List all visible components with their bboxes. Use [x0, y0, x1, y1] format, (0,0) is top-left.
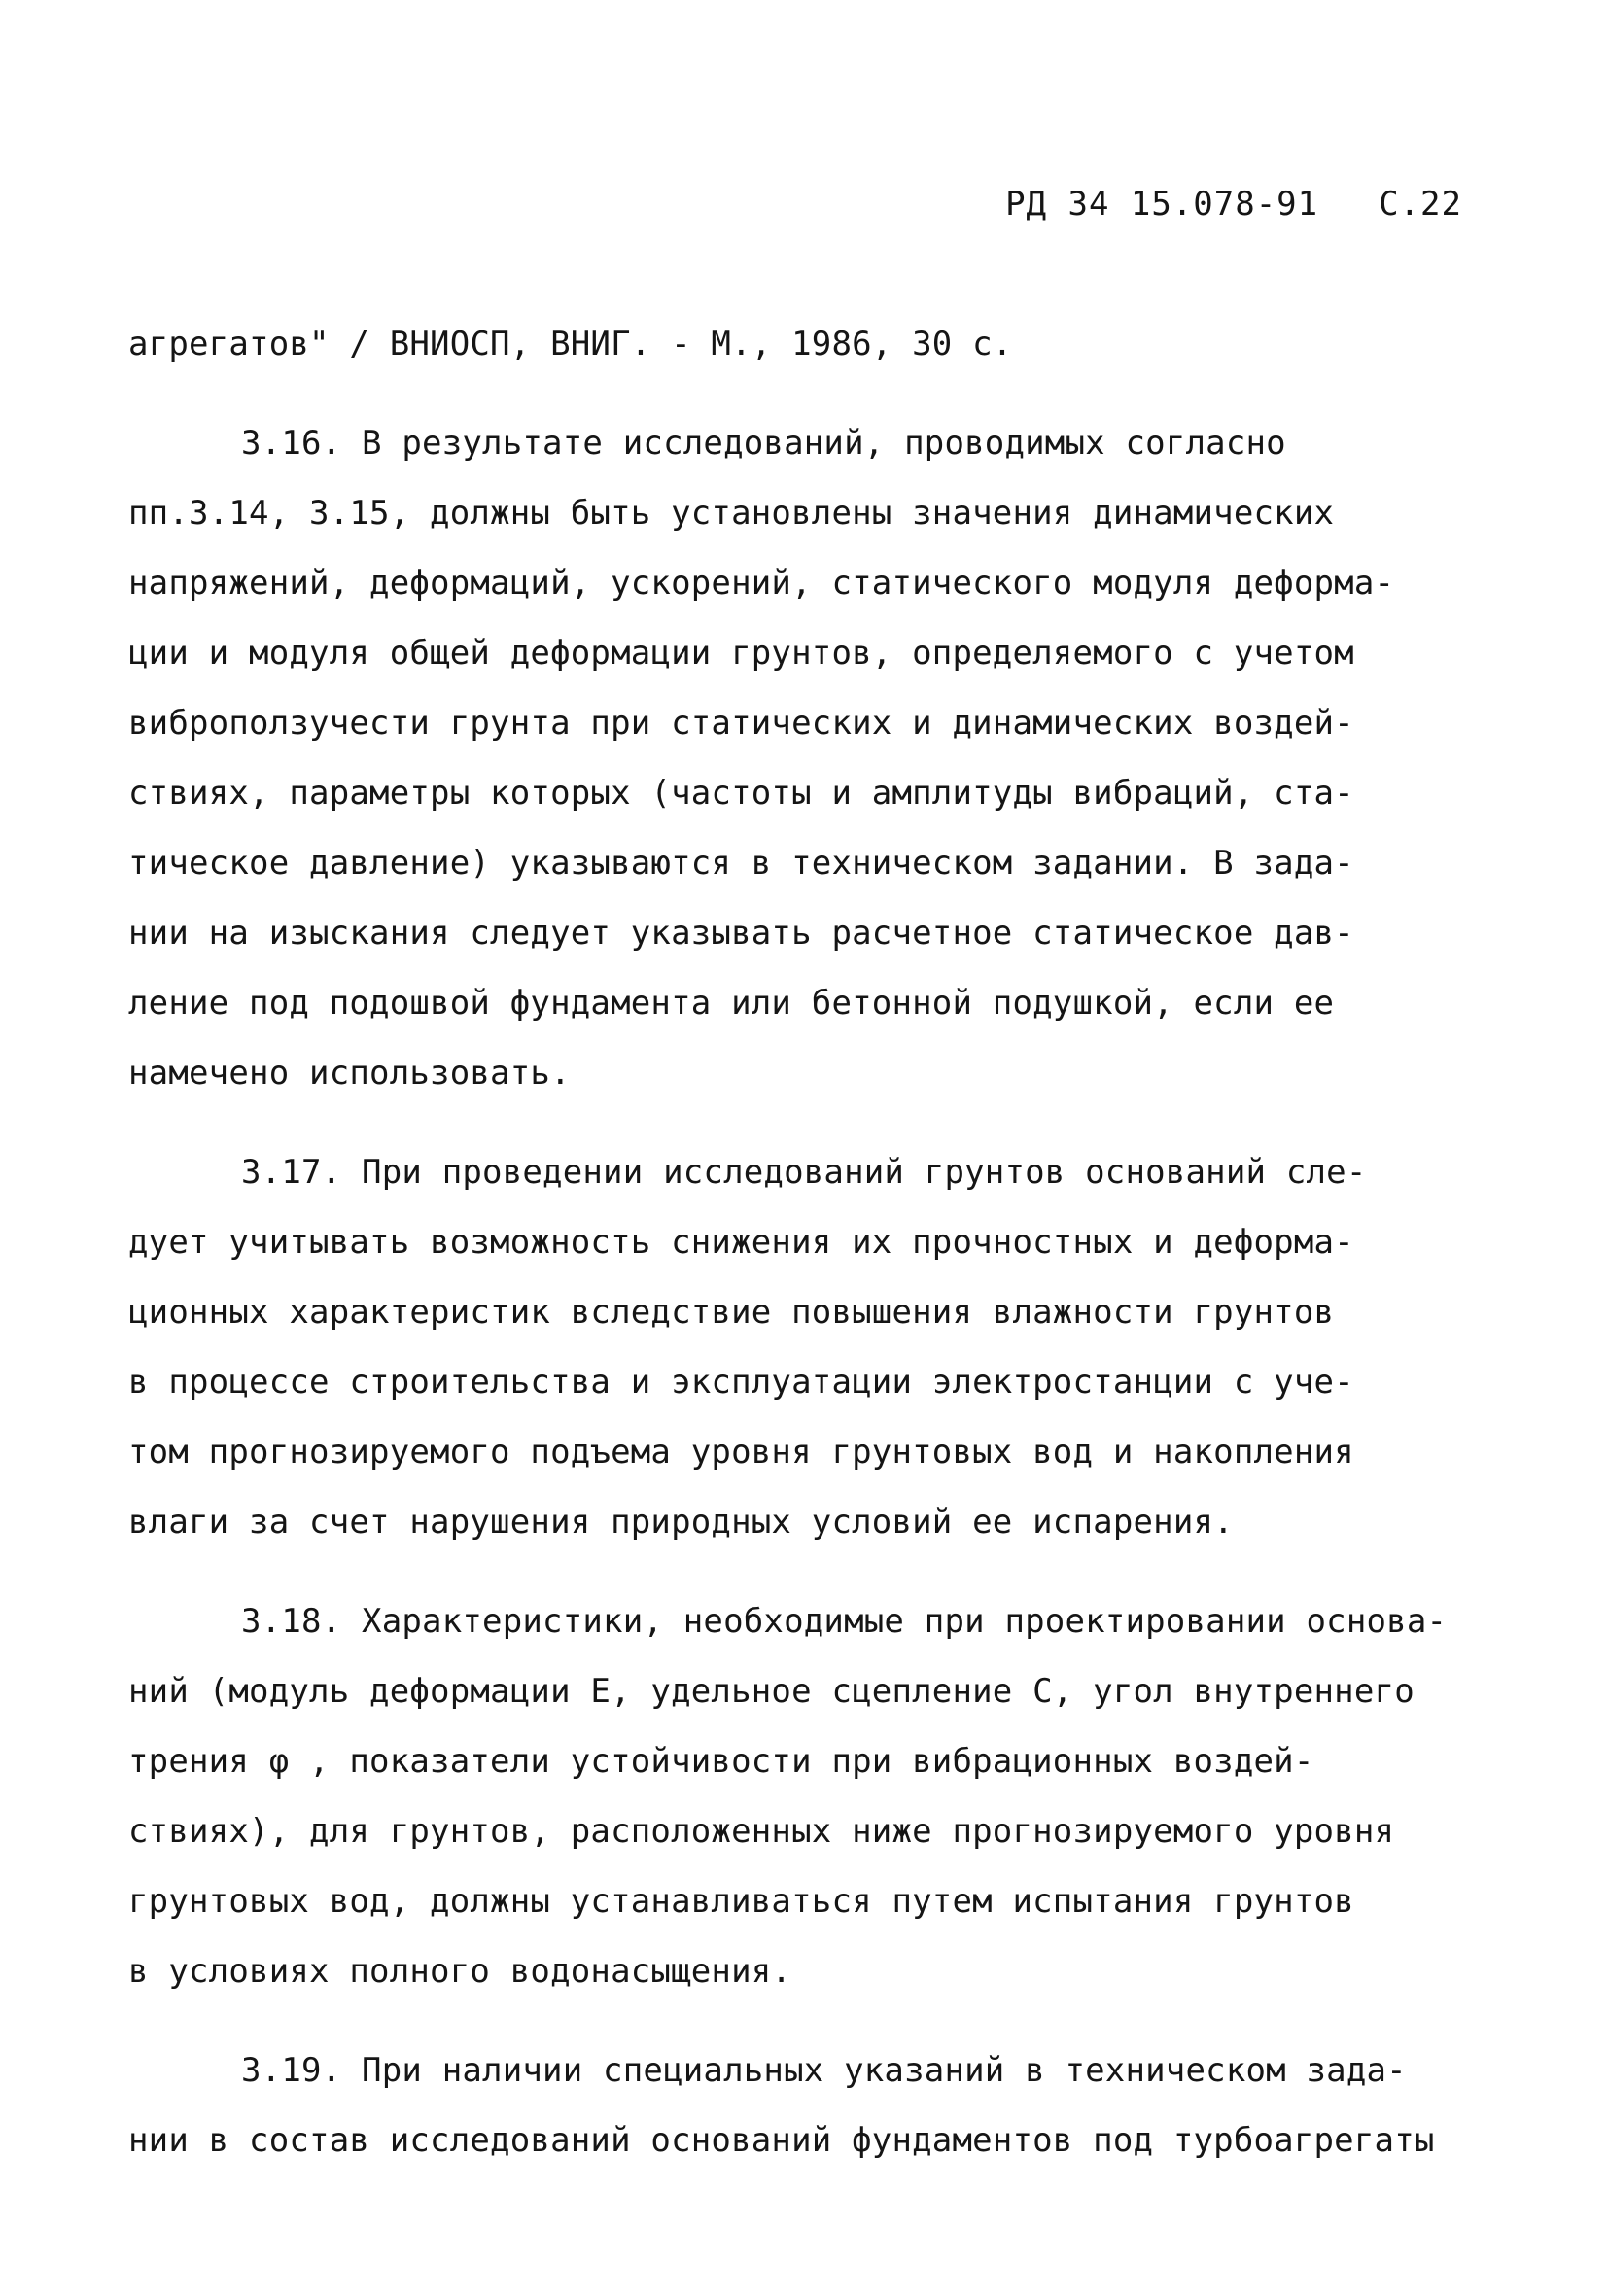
- text-line: дует учитывать возможность снижения их прочностных и деформа-: [128, 1223, 1354, 1262]
- text-line: ционных характеристик вследствие повышения влажности грунтов: [128, 1293, 1335, 1332]
- document-code: РД 34 15.078-91: [1005, 185, 1319, 224]
- text-line: 3.18. Характеристики, необходимые при проектировании основа-: [241, 1602, 1448, 1641]
- text-line: нии на изыскания следует указывать расчетное статическое дав-: [128, 914, 1354, 953]
- page-header: [1005, 185, 1462, 224]
- paragraph-3-18: [128, 1586, 1528, 2006]
- page-number: С.22: [1379, 185, 1462, 224]
- text-line: ление под подошвой фундамента или бетонной подушкой, если ее: [128, 984, 1335, 1023]
- text-line: том прогнозируемого подъема уровня грунтовых вод и накопления: [128, 1433, 1354, 1472]
- text-line: ний (модуль деформации Е, удельное сцепление С, угол внутреннего: [128, 1672, 1415, 1711]
- paragraph-3-16: [128, 408, 1528, 1108]
- text-line: ции и модуля общей деформации грунтов, определяемого с учетом: [128, 634, 1354, 673]
- text-line: ствиях, параметры которых (частоты и амплитуды вибраций, ста-: [128, 774, 1354, 813]
- paragraph-3-17: [128, 1137, 1528, 1557]
- text-line: тическое давление) указываются в техническом задании. В зада-: [128, 844, 1354, 883]
- text-line: грунтовых вод, должны устанавливаться путем испытания грунтов: [128, 1882, 1354, 1921]
- text-line: ствиях), для грунтов, расположенных ниже прогнозируемого уровня: [128, 1812, 1395, 1851]
- text-line: в процессе строительства и эксплуатации электростанции с уче-: [128, 1363, 1354, 1402]
- text-line: виброползучести грунта при статических и динамических воздей-: [128, 704, 1354, 743]
- text-line: в условиях полного водонасыщения.: [128, 1952, 792, 1991]
- text-line: трения φ , показатели устойчивости при вибрационных воздей-: [128, 1742, 1314, 1781]
- text-line: агрегатов" / ВНИОСП, ВНИГ. - М., 1986, 30 с.: [128, 325, 1013, 364]
- text-line: напряжений, деформаций, ускорений, статического модуля деформа-: [128, 564, 1395, 603]
- text-line: 3.19. При наличии специальных указаний в техническом зада-: [241, 2051, 1407, 2090]
- text-line: 3.17. При проведении исследований грунтов оснований сле-: [241, 1153, 1367, 1192]
- text-line: пп.3.14, 3.15, должны быть установлены значения динамических: [128, 494, 1335, 533]
- text-line: влаги за счет нарушения природных условий ее испарения.: [128, 1503, 1234, 1542]
- text-line: намечено использовать.: [128, 1054, 571, 1093]
- text-line: 3.16. В результате исследований, проводимых согласно: [241, 424, 1286, 463]
- document-body: [128, 309, 1528, 2175]
- paragraph-3-19: [128, 2035, 1528, 2175]
- text-line: нии в состав исследований оснований фундаментов под турбоагрегаты: [128, 2121, 1435, 2160]
- paragraph-continuation: [128, 309, 1528, 379]
